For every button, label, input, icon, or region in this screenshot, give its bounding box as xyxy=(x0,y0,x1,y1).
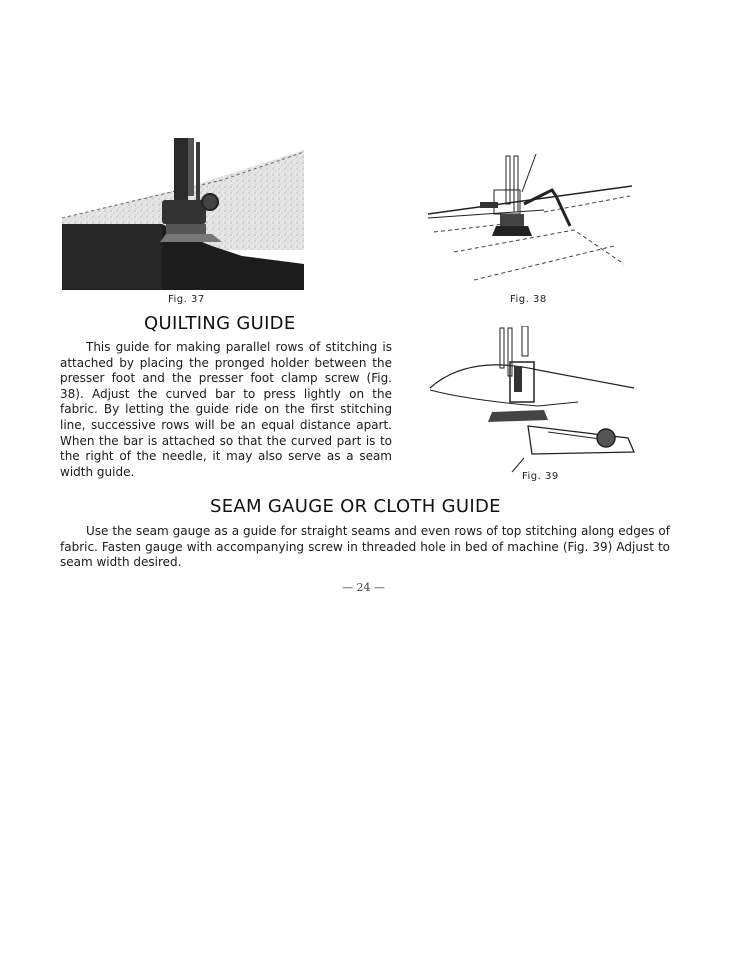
fig38-illustration xyxy=(424,152,634,292)
fig39-caption: Fig. 39 xyxy=(522,471,559,482)
figure-37 xyxy=(62,138,304,290)
figure-39 xyxy=(428,326,640,476)
quilting-guide-paragraph: This guide for making parallel rows of stitching is attached by placing the pronged holder between the presser foot and the presser foot clamp screw (Fig. 38). Adjust the curved bar to press lightly on the fabric. By letting the guide ride on the first stitching line, successive rows will be an equal distance apart. When the bar is attached so that the curved part is to the right of the needle, it may also serve as a seam width guide. xyxy=(60,340,392,479)
figure-38 xyxy=(424,152,634,292)
quilting-guide-heading: QUILTING GUIDE xyxy=(144,313,296,334)
page-number: — 24 — xyxy=(342,581,385,594)
fig38-caption: Fig. 38 xyxy=(510,294,547,305)
fig37-caption: Fig. 37 xyxy=(168,294,205,305)
fig39-illustration xyxy=(428,326,640,476)
seam-gauge-heading: SEAM GAUGE OR CLOTH GUIDE xyxy=(210,496,501,517)
seam-gauge-paragraph: Use the seam gauge as a guide for straight seams and even rows of top stitching along edges of fabric. Fasten gauge with accompanying screw in threaded hole in bed of machine (Fig. 39) Adjust to seam width desired. xyxy=(60,524,670,570)
fig37-illustration xyxy=(62,138,304,290)
